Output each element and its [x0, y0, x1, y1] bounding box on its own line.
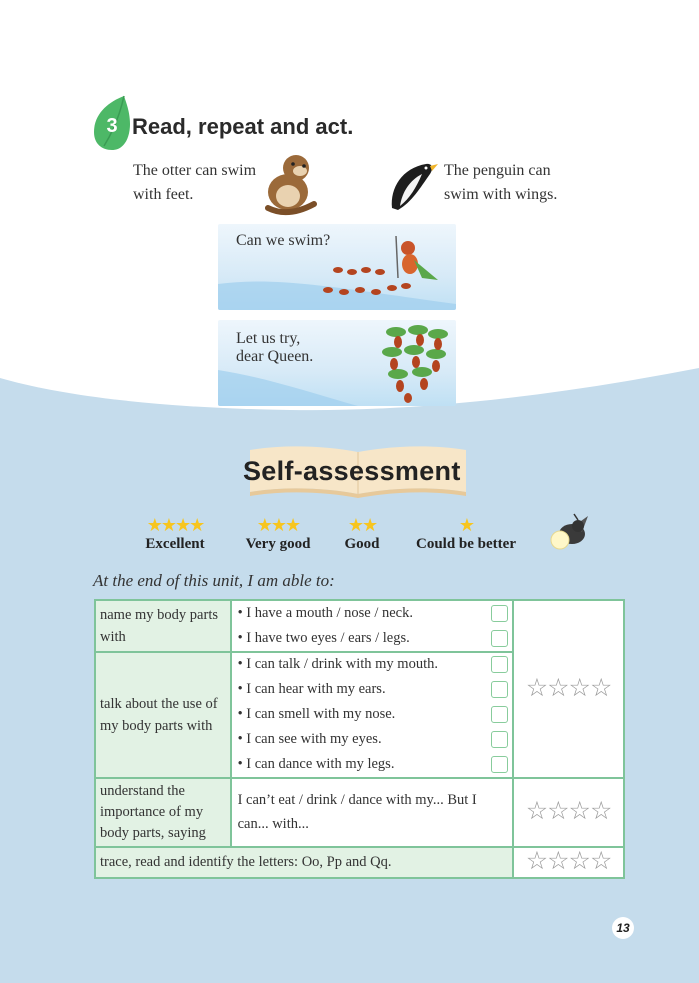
statement-text: • I have a mouth / nose / neck.: [237, 604, 413, 621]
rating-stars: ★★: [347, 515, 377, 535]
skill-cell: talk about the use of my body parts with: [95, 652, 231, 778]
checkbox[interactable]: [491, 681, 508, 698]
self-assessment-table: [94, 599, 625, 879]
rating-label: Good: [344, 536, 380, 552]
rating-stars: ★★★: [256, 515, 300, 535]
dialog-1-line-1: Can we swim?: [236, 232, 331, 249]
rating-could-be-better: [408, 516, 524, 553]
statement-item: [232, 601, 513, 626]
dialog-panel-2: [218, 320, 456, 406]
dialog-2-line-1: Let us try,: [236, 330, 301, 347]
star-rating-stars[interactable]: ☆☆☆☆: [525, 848, 612, 876]
checkbox[interactable]: [491, 605, 508, 622]
rating-good: [338, 516, 386, 553]
assessment-intro: At the end of this unit, I am able to:: [93, 571, 335, 590]
statement-item: [232, 702, 513, 727]
star-rating-cell: [513, 600, 624, 778]
rating-stars: ★: [458, 515, 474, 535]
statement-item: [232, 752, 513, 777]
otter-caption-line-2: with feet.: [133, 186, 194, 203]
checkbox[interactable]: [491, 706, 508, 723]
otter-caption-line-1: The otter can swim: [133, 162, 257, 179]
statement-item: [232, 727, 513, 752]
skill-cell: understand the importance of my body parts, saying: [95, 778, 231, 847]
penguin-caption: [444, 159, 557, 207]
page-number: 13: [612, 917, 634, 939]
statement-text: • I can smell with my nose.: [237, 706, 396, 723]
ants-marching-illustration: [318, 230, 456, 308]
rating-excellent: [140, 516, 210, 553]
star-rating-stars[interactable]: ☆☆☆☆: [525, 674, 612, 702]
statement-item: [232, 626, 513, 651]
dialog-2-line-2: dear Queen.: [236, 348, 314, 365]
section-title: Read, repeat and act.: [132, 114, 354, 139]
ants-with-leaves-illustration: [378, 322, 450, 404]
section-number: 3: [106, 115, 118, 137]
skill-cell: trace, read and identify the letters: Oo, Pp and Qq.: [95, 847, 513, 878]
statement-text: • I have two eyes / ears / legs.: [237, 629, 410, 646]
checkbox[interactable]: [491, 756, 508, 773]
star-rating-stars[interactable]: ☆☆☆☆: [525, 798, 612, 826]
statement-text: • I can talk / drink with my mouth.: [237, 656, 438, 673]
table-row: [95, 847, 624, 878]
table-row: [95, 778, 624, 847]
checkbox[interactable]: [491, 656, 508, 673]
skill-cell: name my body parts with: [95, 600, 231, 652]
penguin-caption-line-1: The penguin can: [444, 162, 551, 179]
statements-cell: [231, 600, 514, 652]
star-rating-cell: [513, 847, 624, 878]
otter-illustration: [258, 152, 324, 216]
star-rating-cell: [513, 778, 624, 847]
statement-text: • I can dance with my legs.: [237, 755, 395, 772]
statement-text: • I can see with my eyes.: [237, 730, 382, 747]
checkbox[interactable]: [491, 630, 508, 647]
otter-caption: [133, 159, 256, 207]
rating-label: Very good: [245, 536, 311, 552]
statement-item: [232, 653, 513, 678]
checkbox[interactable]: [491, 731, 508, 748]
rating-very-good: [238, 516, 318, 553]
statements-cell: [231, 652, 514, 778]
firefly-mascot-icon: [548, 512, 592, 556]
self-assessment-title: Self-assessment: [243, 456, 461, 486]
dialog-panel-1: [218, 224, 456, 310]
penguin-illustration: [386, 158, 438, 214]
penguin-caption-line-2: swim with wings.: [444, 186, 558, 203]
rating-label: Could be better: [416, 536, 516, 552]
statement-text: • I can hear with my ears.: [237, 681, 386, 698]
statements-cell: I can’t eat / drink / dance with my... But I can... with...: [231, 778, 514, 847]
table-row: [95, 600, 624, 652]
rating-stars: ★★★★: [146, 515, 204, 535]
rating-label: Excellent: [145, 536, 205, 552]
statement-item: [232, 677, 513, 702]
